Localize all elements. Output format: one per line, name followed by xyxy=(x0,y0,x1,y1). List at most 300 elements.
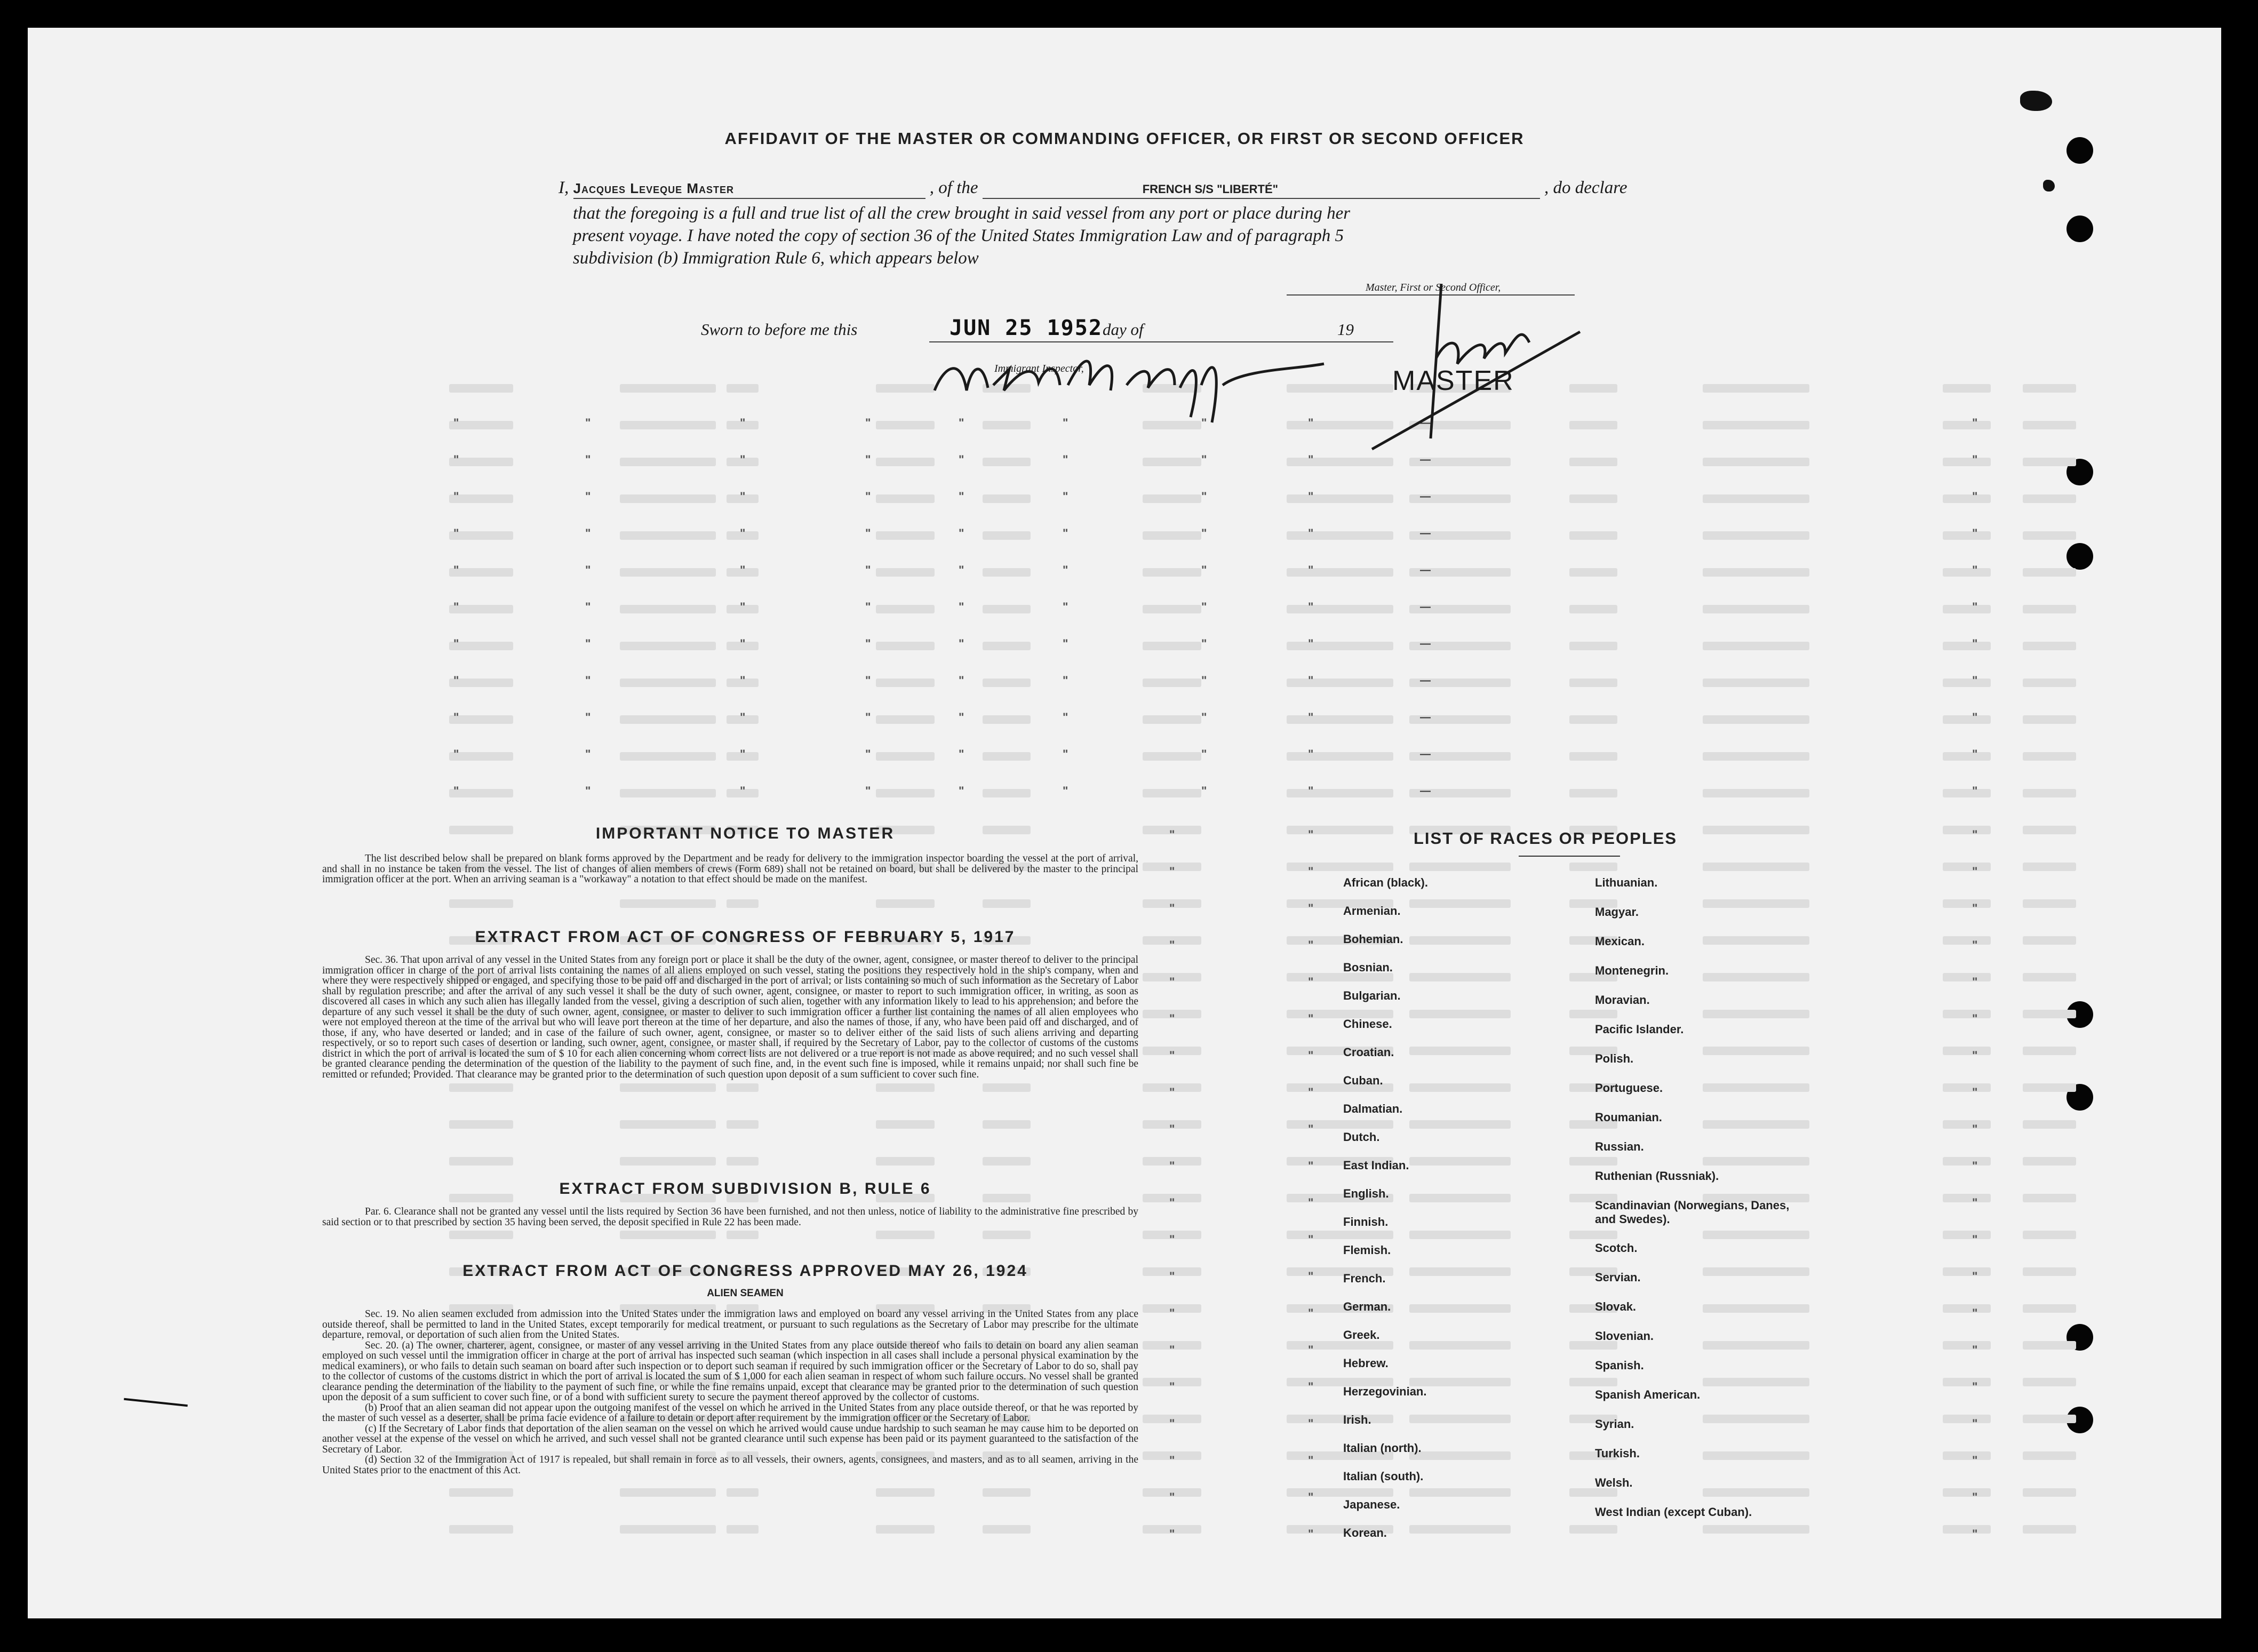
ghost-text xyxy=(983,494,1031,503)
ditto-mark: " xyxy=(1308,1527,1314,1541)
ditto-mark: " xyxy=(585,674,591,687)
ghost-text xyxy=(1287,1231,1393,1239)
race-item: Japanese. xyxy=(1343,1498,1400,1511)
ditto-mark: " xyxy=(1972,600,1978,613)
ditto-mark: " xyxy=(1308,1086,1314,1099)
ghost-text xyxy=(449,1120,513,1129)
ghost-text xyxy=(727,1120,759,1129)
race-item: Lithuanian. xyxy=(1595,876,1658,889)
ditto-mark: " xyxy=(959,600,964,613)
ghost-text xyxy=(1409,936,1511,945)
ditto-mark: " xyxy=(1972,453,1978,466)
ditto-mark: " xyxy=(1063,453,1068,466)
ditto-mark: " xyxy=(1063,526,1068,540)
ghost-text xyxy=(1703,1341,1809,1350)
ditto-mark: " xyxy=(1169,865,1175,878)
ditto-mark: " xyxy=(453,711,459,724)
ghost-text xyxy=(1143,531,1201,540)
ditto-mark: " xyxy=(1972,1196,1978,1209)
ditto-mark: " xyxy=(453,416,459,429)
ditto-mark: " xyxy=(1972,865,1978,878)
ghost-row xyxy=(449,1157,2129,1168)
ditto-mark: " xyxy=(1169,975,1175,988)
ditto-mark: " xyxy=(1972,1343,1978,1356)
ditto-mark: " xyxy=(865,637,871,650)
ditto-mark: " xyxy=(740,490,746,503)
vessel-value: FRENCH S/S "LIBERTÉ" xyxy=(1142,182,1279,196)
inspector-signature-icon xyxy=(924,332,1329,433)
ditto-mark: " xyxy=(1972,1270,1978,1283)
ghost-text xyxy=(2023,1304,2076,1313)
race-item: Greek. xyxy=(1343,1328,1380,1342)
ditto-mark: " xyxy=(865,674,871,687)
ditto-mark: " xyxy=(1308,1490,1314,1504)
dash-mark: — xyxy=(1420,454,1431,466)
ditto-mark: " xyxy=(1972,490,1978,503)
ditto-mark: " xyxy=(1169,1417,1175,1430)
ghost-text xyxy=(983,1120,1031,1129)
race-item: Roumanian. xyxy=(1595,1111,1662,1124)
ghost-text xyxy=(2023,1378,2076,1386)
ghost-text xyxy=(1409,1525,1511,1534)
ditto-mark: " xyxy=(1972,828,1978,841)
ghost-text xyxy=(1943,1525,1991,1534)
ditto-mark: " xyxy=(959,784,964,797)
ditto-mark: " xyxy=(585,563,591,577)
ghost-text xyxy=(449,1525,513,1534)
ghost-text xyxy=(1703,531,1809,540)
ditto-mark: " xyxy=(740,526,746,540)
ghost-text xyxy=(620,384,716,393)
ditto-mark: " xyxy=(1972,1490,1978,1504)
ghost-text xyxy=(1287,752,1393,761)
ghost-text xyxy=(620,1231,716,1239)
ditto-mark: " xyxy=(959,453,964,466)
ditto-mark: " xyxy=(1169,1343,1175,1356)
ghost-text xyxy=(620,531,716,540)
ghost-text xyxy=(1569,789,1617,797)
ghost-text xyxy=(1943,863,1991,871)
ditto-mark: " xyxy=(1972,1086,1978,1099)
ghost-text xyxy=(727,1157,759,1166)
ditto-mark: " xyxy=(959,490,964,503)
ditto-mark: " xyxy=(1308,901,1314,915)
ghost-text xyxy=(1703,642,1809,650)
ditto-mark: " xyxy=(1308,711,1314,724)
ghost-text xyxy=(2023,494,2076,503)
ditto-mark: " xyxy=(865,490,871,503)
ghost-text xyxy=(1703,752,1809,761)
ghost-text xyxy=(1943,752,1991,761)
ghost-text xyxy=(2023,458,2076,466)
ditto-mark: " xyxy=(959,526,964,540)
ditto-mark: " xyxy=(740,416,746,429)
ghost-text xyxy=(1569,863,1617,871)
ghost-text xyxy=(1943,1304,1991,1313)
ditto-mark: " xyxy=(1169,828,1175,841)
ghost-text xyxy=(2023,863,2076,871)
ditto-mark: " xyxy=(1308,1233,1314,1246)
ditto-mark: " xyxy=(1308,1380,1314,1393)
do-declare-label: , do declare xyxy=(1544,178,1627,197)
ditto-mark: " xyxy=(1308,828,1314,841)
ghost-text xyxy=(1943,1120,1991,1129)
ghost-text xyxy=(2023,384,2076,393)
ghost-text xyxy=(876,568,935,577)
ghost-row xyxy=(449,642,2129,652)
ditto-mark: " xyxy=(1972,637,1978,650)
race-item: Bohemian. xyxy=(1343,932,1403,946)
ghost-text xyxy=(1287,1415,1393,1423)
race-item: German. xyxy=(1343,1300,1391,1313)
ghost-text xyxy=(1943,1157,1991,1166)
ditto-mark: " xyxy=(1063,637,1068,650)
ghost-text xyxy=(1143,715,1201,724)
ditto-mark: " xyxy=(1308,938,1314,952)
ditto-mark: " xyxy=(740,747,746,761)
ghost-text xyxy=(1569,568,1617,577)
ghost-text xyxy=(1943,605,1991,613)
ghost-text xyxy=(2023,568,2076,577)
ghost-text xyxy=(1943,1341,1991,1350)
race-item: Finnish. xyxy=(1343,1215,1389,1228)
ghost-text xyxy=(1569,715,1617,724)
ghost-text xyxy=(1703,384,1809,393)
race-item: Servian. xyxy=(1595,1271,1641,1284)
ditto-mark: " xyxy=(959,711,964,724)
ditto-mark: " xyxy=(1169,1380,1175,1393)
ditto-mark: " xyxy=(1169,1012,1175,1025)
ghost-text xyxy=(1409,1083,1511,1092)
ghost-text xyxy=(2023,899,2076,908)
ditto-mark: " xyxy=(1308,1122,1314,1136)
ghost-text xyxy=(620,642,716,650)
ghost-text xyxy=(1287,494,1393,503)
ghost-text xyxy=(1703,494,1809,503)
extract-1917-title: EXTRACT FROM ACT OF CONGRESS OF FEBRUARY 5, 1917 xyxy=(475,928,1016,946)
ditto-mark: " xyxy=(1972,1122,1978,1136)
ghost-text xyxy=(876,531,935,540)
dash-mark: — xyxy=(1420,712,1431,723)
extract-rule6-title: EXTRACT FROM SUBDIVISION B, RULE 6 xyxy=(559,1180,931,1198)
dash-mark: — xyxy=(1420,601,1431,613)
race-item: French. xyxy=(1343,1272,1386,1285)
ghost-text xyxy=(1703,605,1809,613)
ghost-row xyxy=(449,679,2129,689)
ghost-text xyxy=(983,899,1031,908)
ink-blot-icon xyxy=(2043,180,2055,191)
dash-mark: — xyxy=(1420,675,1431,687)
ditto-mark: " xyxy=(585,711,591,724)
ghost-text xyxy=(1703,1267,1809,1276)
ditto-mark: " xyxy=(1169,1122,1175,1136)
race-item: Dalmatian. xyxy=(1343,1102,1403,1115)
ghost-text xyxy=(1287,679,1393,687)
ditto-mark: " xyxy=(585,600,591,613)
extract-1924-paragraph: Sec. 20. (a) The owner, charterer, agent, consignee, or master of any vessel arriving in the United States from any place outside thereof who fails to detain on board any alien seaman employed on such vessel until the immigration officer in charge at the port of arrival has inspected such seaman (which inspection in all cases shall include a personal physical examination by the medical examiners), or who fails to detain such seaman on board after such inspection or to deport such seaman if required by such immigration officer or the Secretary of Labor to do so, shall pay to the collector of customs of the customs district in which the port of arrival is located the sum of $ 1,000 for each alien seaman in respect of whom such failure occurs. No vessel shall be granted clearance pending the determination of the liability to the payment of such fine, or while the fine remains unpaid, except that clearance may be granted prior to the determination of such question upon the deposit of a sum sufficient to cover such fine, or of a bond with sufficient surety to secure the payment thereof approved by the collector of customs. xyxy=(322,1339,1138,1403)
ditto-mark: " xyxy=(959,416,964,429)
ghost-text xyxy=(876,899,935,908)
ghost-text xyxy=(1409,1341,1511,1350)
ghost-text xyxy=(1143,752,1201,761)
ghost-text xyxy=(876,1525,935,1534)
ditto-mark: " xyxy=(740,711,746,724)
ditto-mark: " xyxy=(959,563,964,577)
ghost-text xyxy=(1569,1231,1617,1239)
race-item: Cuban. xyxy=(1343,1074,1383,1087)
affidavit-i-label: I, xyxy=(558,178,569,197)
ditto-mark: " xyxy=(1201,711,1207,724)
ditto-mark: " xyxy=(1308,1049,1314,1062)
ghost-text xyxy=(876,1083,935,1092)
ghost-text xyxy=(876,1120,935,1129)
race-item: Magyar. xyxy=(1595,905,1639,919)
ditto-mark: " xyxy=(1972,1306,1978,1320)
affidavit-line-2: that the foregoing is a full and true list of all the crew brought in said vessel from any port or place during her xyxy=(573,204,1351,223)
ditto-mark: " xyxy=(453,637,459,650)
ghost-text xyxy=(1569,494,1617,503)
ghost-text xyxy=(1943,1267,1991,1276)
race-item: Italian (south). xyxy=(1343,1470,1424,1483)
ghost-text xyxy=(727,1525,759,1534)
ditto-mark: " xyxy=(1308,674,1314,687)
races-title: LIST OF RACES OR PEOPLES xyxy=(1414,829,1678,848)
ghost-text xyxy=(1143,494,1201,503)
ghost-text xyxy=(983,605,1031,613)
ghost-text xyxy=(2023,1120,2076,1129)
ditto-mark: " xyxy=(959,674,964,687)
race-item: Mexican. xyxy=(1595,935,1645,948)
ghost-text xyxy=(1409,1451,1511,1460)
ditto-mark: " xyxy=(1169,938,1175,952)
ghost-text xyxy=(2023,1341,2076,1350)
dash-mark: — xyxy=(1420,417,1431,429)
ditto-mark: " xyxy=(1308,784,1314,797)
ghost-text xyxy=(876,1231,935,1239)
race-item: Armenian. xyxy=(1343,904,1401,917)
ghost-text xyxy=(983,642,1031,650)
ditto-mark: " xyxy=(1972,747,1978,761)
ghost-text xyxy=(983,679,1031,687)
ghost-text xyxy=(1703,1047,1809,1055)
ditto-mark: " xyxy=(1308,1159,1314,1172)
ghost-text xyxy=(1409,1231,1511,1239)
ghost-text xyxy=(876,605,935,613)
ghost-text xyxy=(1287,642,1393,650)
ghost-text xyxy=(1943,1047,1991,1055)
ghost-text xyxy=(727,1488,759,1497)
ghost-text xyxy=(876,752,935,761)
ghost-row xyxy=(449,568,2129,579)
ditto-mark: " xyxy=(1308,975,1314,988)
ghost-row xyxy=(449,1083,2129,1094)
dash-mark: — xyxy=(1420,564,1431,576)
ditto-mark: " xyxy=(453,490,459,503)
ghost-text xyxy=(1703,1415,1809,1423)
ghost-text xyxy=(1943,1231,1991,1239)
ditto-mark: " xyxy=(1063,674,1068,687)
ditto-mark: " xyxy=(740,453,746,466)
ditto-mark: " xyxy=(1308,526,1314,540)
ditto-mark: " xyxy=(1201,784,1207,797)
affidavit-title: AFFIDAVIT OF THE MASTER OR COMMANDING OFFICER, OR FIRST OR SECOND OFFICER xyxy=(724,129,1525,148)
ditto-mark: " xyxy=(453,563,459,577)
ghost-text xyxy=(983,1157,1031,1166)
ghost-row xyxy=(449,531,2129,542)
ditto-mark: " xyxy=(1308,865,1314,878)
race-item: Italian (north). xyxy=(1343,1441,1422,1455)
affidavit-declaration-line xyxy=(558,178,1627,199)
ditto-mark: " xyxy=(1063,784,1068,797)
ghost-text xyxy=(1569,531,1617,540)
ghost-text xyxy=(2023,1047,2076,1055)
race-item: Herzegovinian. xyxy=(1343,1385,1427,1398)
notice-paragraph: The list described below shall be prepared on blank forms approved by the Department and be ready for delivery to the immigration inspector boarding the vessel at the port of arrival, and shall in no instance be taken from the vessel. The list of changes of alien members of crews (Form 689) shall not be retained on board, but shall be delivered by the master to the principal immigration officer at the port. When an arriving seaman is a "workaway" a notation to that effect should be made on the manifest. xyxy=(322,853,1138,885)
ditto-mark: " xyxy=(1308,1012,1314,1025)
race-item: English. xyxy=(1343,1187,1389,1200)
ghost-text xyxy=(1703,1525,1809,1534)
ditto-mark: " xyxy=(740,784,746,797)
ghost-text xyxy=(1943,568,1991,577)
ditto-mark: " xyxy=(1972,1159,1978,1172)
ditto-mark: " xyxy=(1308,600,1314,613)
ghost-text xyxy=(1409,1488,1511,1497)
ditto-mark: " xyxy=(1972,938,1978,952)
ditto-mark: " xyxy=(1201,600,1207,613)
ghost-text xyxy=(1703,899,1809,908)
race-item: Croatian. xyxy=(1343,1046,1394,1059)
ditto-mark: " xyxy=(453,453,459,466)
dash-mark: — xyxy=(1420,491,1431,502)
ditto-mark: " xyxy=(1308,453,1314,466)
ditto-mark: " xyxy=(453,784,459,797)
ghost-text xyxy=(1943,421,1991,429)
ghost-text xyxy=(983,1525,1031,1534)
inspector-caption: Immigrant Inspector, xyxy=(994,363,1084,374)
ghost-text xyxy=(876,494,935,503)
ditto-mark: " xyxy=(865,600,871,613)
ghost-text xyxy=(620,752,716,761)
ditto-mark: " xyxy=(865,784,871,797)
ghost-text xyxy=(620,1525,716,1534)
ghost-row xyxy=(449,899,2129,910)
ghost-row xyxy=(449,1525,2129,1536)
ghost-text xyxy=(1703,1451,1809,1460)
ditto-mark: " xyxy=(865,526,871,540)
ghost-text xyxy=(1703,789,1809,797)
notice-title: IMPORTANT NOTICE TO MASTER xyxy=(595,825,895,842)
race-item: Russian. xyxy=(1595,1140,1644,1153)
ghost-text xyxy=(1143,605,1201,613)
ghost-text xyxy=(1409,1304,1511,1313)
ghost-text xyxy=(2023,1083,2076,1092)
ghost-text xyxy=(876,715,935,724)
ghost-text xyxy=(983,1488,1031,1497)
ditto-mark: " xyxy=(1972,711,1978,724)
ghost-text xyxy=(2023,1415,2076,1423)
ghost-text xyxy=(1943,1488,1991,1497)
ditto-mark: " xyxy=(1972,1417,1978,1430)
ghost-text xyxy=(2023,1231,2076,1239)
ghost-text xyxy=(1943,1415,1991,1423)
ditto-mark: " xyxy=(585,526,591,540)
extract-1917-paragraph: Sec. 36. That upon arrival of any vessel in the United States from any foreign port or place it shall be the duty of the owner, agent, consignee, or master thereof to deliver to the principal immigration officer in charge of the port of arrival lists containing the names of all aliens employed on such vessel, stating the positions they respectively hold in the ship's company, when and where they were respectively shipped or engaged, and specifying those to be paid off and discharged in the port of arrival; or lists containing so much of such information as the Secretary of Labor shall by regulation prescribe; and after the arrival of any such vessel it shall be the duty of such owner, agent, consignee, or master to report to such immigration officer, in writing, as soon as discovered all cases in which any such alien has illegally landed from the vessel, giving a description of such alien, together with any information likely to lead to his apprehension; and before the departure of any such vessel it shall be the duty of such owner, agent, consignee, or master to deliver to such immigration officer a further list containing the names of all alien employees who were not employed thereon at the time of the arrival but who will leave port thereon at the time of her departure, and also the names of those, if any, who have been paid off and discharged, and of those, if any, who have deserted or landed; and in case of the failure of such owner, agent, consignee, or master so to deliver either of the said lists of such aliens arriving and departing respectively, or so to report such cases of desertion or landing, such owner, agent, consignee, or master shall, if required by the Secretary of Labor, pay to the collector of customs of the customs district in which the port of arrival is located the sum of $ 10 for each alien concerning whom correct lists are not delivered or a true report is not made as above required; and no such vessel shall be granted clearance pending the determination of the question of the liability to the payment of such fine, and, in the event such fine is imposed, while it remains unpaid; nor shall such fine be remitted or refunded; Provided. That clearance may be granted prior to the determination of such question upon deposit of a sum sufficient to cover such fine. xyxy=(322,954,1138,1080)
ghost-text xyxy=(1143,679,1201,687)
extract-1924-subtitle: ALIEN SEAMEN xyxy=(707,1288,784,1299)
race-item: Pacific Islander. xyxy=(1595,1023,1684,1036)
extract-1924-paragraph: (d) Section 32 of the Immigration Act of 1917 is repealed, but shall remain in force as to all vessels, their owners, agents, consignees, and masters, and as to all seamen, arriving in the United States prior to the enactment of this Act. xyxy=(322,1454,1138,1476)
ghost-text xyxy=(2023,715,2076,724)
race-item: Ruthenian (Russniak). xyxy=(1595,1169,1719,1183)
notice-text xyxy=(322,853,1138,885)
ghost-text xyxy=(876,789,935,797)
officer-caption: Master, First or Second Officer, xyxy=(1366,282,1501,293)
ditto-mark: " xyxy=(1972,1012,1978,1025)
ghost-text xyxy=(1703,679,1809,687)
ditto-mark: " xyxy=(1972,1454,1978,1467)
ditto-mark: " xyxy=(453,526,459,540)
ghost-text xyxy=(1943,826,1991,834)
ditto-mark: " xyxy=(1201,490,1207,503)
ditto-mark: " xyxy=(1972,416,1978,429)
ditto-mark: " xyxy=(1972,1380,1978,1393)
ghost-text xyxy=(1943,531,1991,540)
ditto-mark: " xyxy=(1972,1527,1978,1541)
ghost-text xyxy=(1943,789,1991,797)
ghost-text xyxy=(1703,863,1809,871)
ghost-text xyxy=(1943,1451,1991,1460)
race-item: Spanish. xyxy=(1595,1359,1644,1372)
ghost-text xyxy=(1943,1194,1991,1202)
ghost-text xyxy=(2023,642,2076,650)
extract-1924-title: EXTRACT FROM ACT OF CONGRESS APPROVED MAY 26, 1924 xyxy=(462,1262,1028,1280)
ghost-text xyxy=(1943,679,1991,687)
ghost-text xyxy=(620,1120,716,1129)
ditto-mark: " xyxy=(865,747,871,761)
ghost-text xyxy=(1569,1525,1617,1534)
ghost-text xyxy=(727,899,759,908)
sworn-date-stamp: JUN 25 1952 xyxy=(950,316,1103,340)
ditto-mark: " xyxy=(1063,711,1068,724)
ghost-text xyxy=(1287,1120,1393,1129)
sworn-label: Sworn to before me this xyxy=(701,320,858,339)
ghost-row xyxy=(449,605,2129,616)
ghost-text xyxy=(983,568,1031,577)
ghost-text xyxy=(1409,899,1511,908)
ditto-mark: " xyxy=(1308,637,1314,650)
ditto-mark: " xyxy=(740,674,746,687)
ghost-text xyxy=(876,679,935,687)
ditto-mark: " xyxy=(1308,1417,1314,1430)
race-item: Chinese. xyxy=(1343,1017,1392,1031)
ditto-mark: " xyxy=(1201,674,1207,687)
extract-1924-text xyxy=(322,1309,1138,1475)
ditto-mark: " xyxy=(1169,1527,1175,1541)
punch-hole-icon xyxy=(2066,543,2093,570)
race-item: Bosnian. xyxy=(1343,961,1393,974)
ghost-text xyxy=(983,752,1031,761)
ghost-text xyxy=(1409,1415,1511,1423)
of-the-label: , of the xyxy=(929,178,978,197)
ghost-text xyxy=(1703,458,1809,466)
race-item: African (black). xyxy=(1343,876,1428,889)
ghost-text xyxy=(2023,826,2076,834)
ditto-mark: " xyxy=(959,637,964,650)
ditto-mark: " xyxy=(1063,747,1068,761)
extract-1917-text xyxy=(322,955,1138,1080)
affidavit-line-3: present voyage. I have noted the copy of section 36 of the United States Immigration Law and of paragraph 5 xyxy=(573,226,1344,245)
ghost-text xyxy=(1703,421,1809,429)
